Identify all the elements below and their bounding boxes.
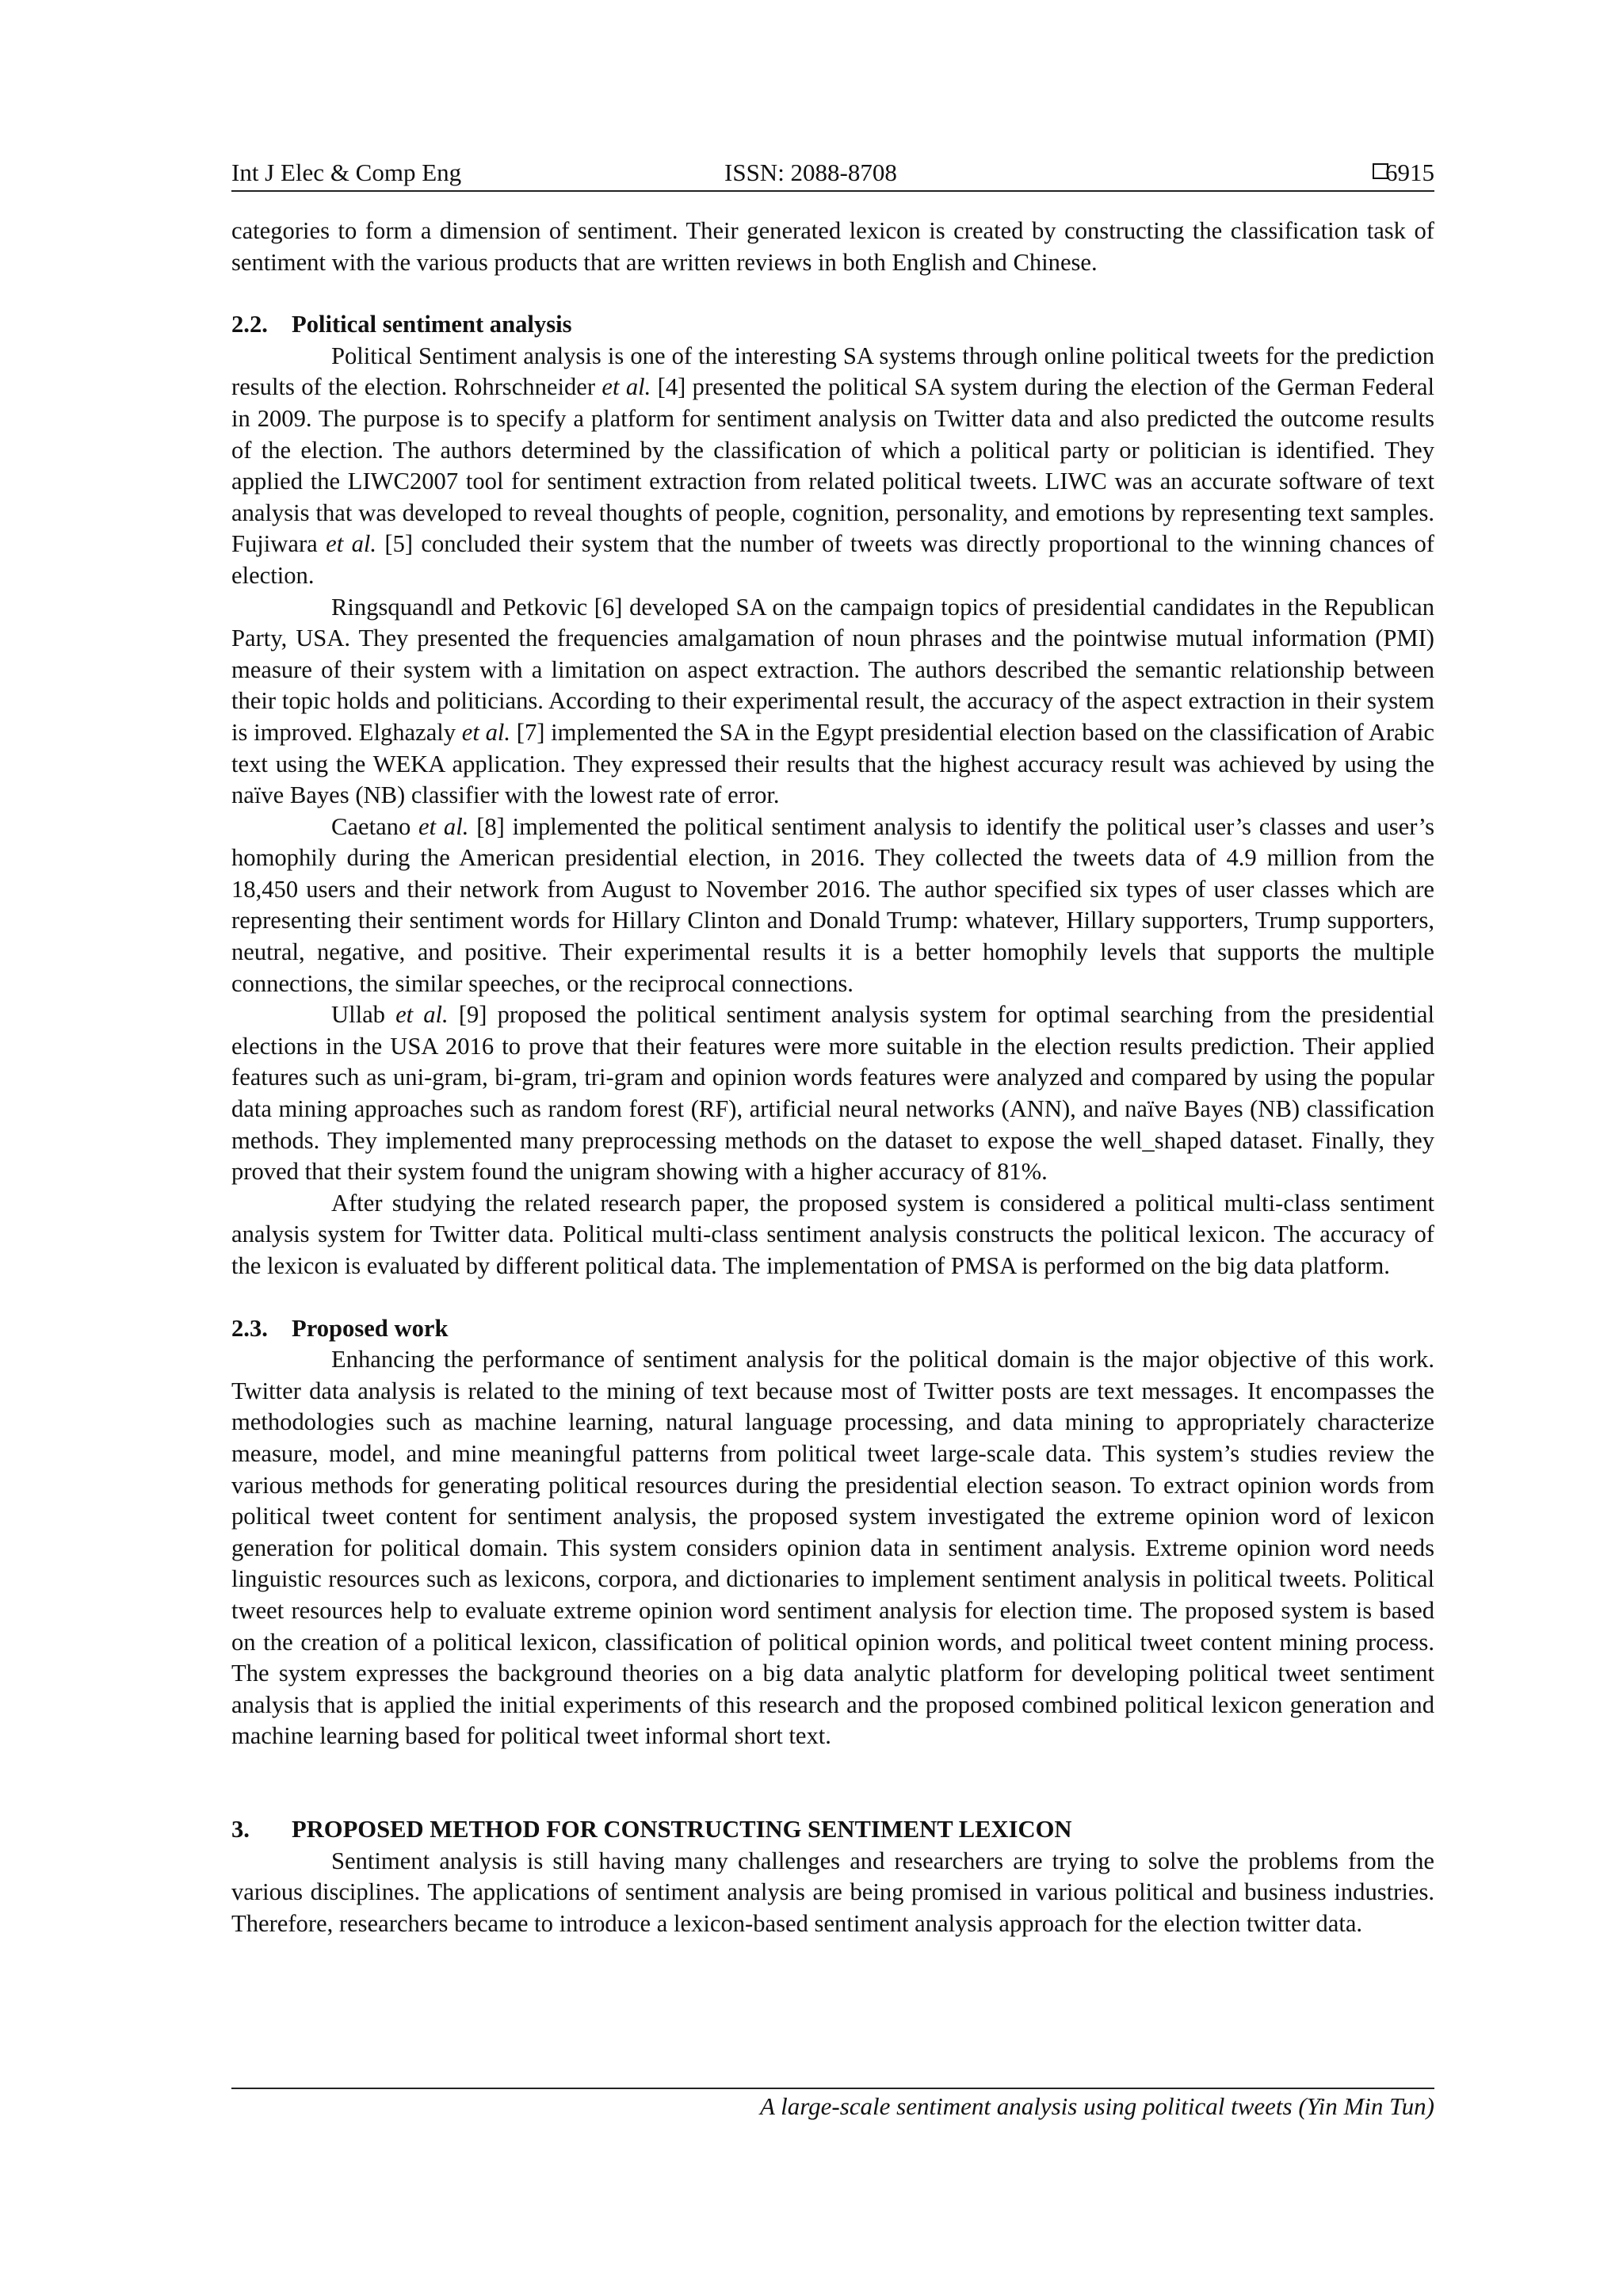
section-2-3-heading xyxy=(231,1313,1434,1345)
section-2-2-paragraph-1: Political Sentiment analysis is one of the interesting SA systems through online political tweets for the prediction results of the election. Rohrschneider et al. [4] presented the political SA system during the election of the German Federal in 2009. The purpose is to specify a platform for sentiment analysis on Twitter data and also predicted the outcome results of the election. The authors determined by the classification of which a political party or politician is identified. They applied the LIWC2007 tool for sentiment extraction from related political tweets. LIWC was an accurate software of text analysis that was developed to reveal thoughts of people, cognition, personality, and emotions by representing text samples. Fujiwara et al. [5] concluded their system that the number of tweets was directly proportional to the winning chances of election. xyxy=(231,342,1434,589)
section-2-2-heading xyxy=(231,309,1434,341)
page-body xyxy=(231,216,1434,1939)
et-al-italic: et al. xyxy=(461,718,511,746)
section-2-2-paragraph-3: Caetano et al. [8] implemented the political sentiment analysis to identify the political user’s classes and user’s homophily during the American presidential election, in 2016. They collected the tweets data of 4.9 million from the 18,450 users and their network from August to November 2016. The author specified six types of user classes which are representing their sentiment words for Hillary Clinton and Donald Trump: whatever, Hillary supporters, Trump supporters, neutral, negative, and positive. Their experimental results it is a better homophily levels that supports the multiple connections, the similar speeches, or the reciprocal connections. xyxy=(231,812,1434,997)
section-title: Proposed work xyxy=(292,1314,449,1342)
page-number: 6915 xyxy=(1385,159,1434,186)
section-2-3-paragraph-1: Enhancing the performance of sentiment analysis for the political domain is the major objective of this work. Twitter data analysis is related to the mining of text because most of Twitter posts are text messages. It encompasses the methodologies such as machine learning, natural language processing, and data mining to appropriately characterize measure, model, and mine meaningful patterns from political tweet large-scale data. This system’s studies review the various methods for generating political resources during the presidential election season. To extract opinion words from political tweet content for sentiment analysis, the proposed system investigated the extreme opinion word of lexicon generation for political domain. This system considers opinion data in sentiment analysis. Extreme opinion word needs linguistic resources such as lexicons, corpora, and dictionaries to implement sentiment analysis in political tweets. Political tweet resources help to evaluate extreme opinion word sentiment analysis for election time. The proposed system is based on the creation of a political lexicon, classification of political opinion words, and political tweet content mining process. The system expresses the background theories on a big data analytic platform for developing political tweet sentiment analysis that is applied the initial experiments of this research and the proposed combined political lexicon generation and machine learning based for political tweet informal short text. xyxy=(231,1346,1434,1750)
running-title: A large-scale sentiment analysis using political tweets (Yin Min Tun) xyxy=(759,2092,1434,2120)
section-number: 2.2. xyxy=(231,311,268,338)
section-number: 3. xyxy=(231,1815,250,1843)
et-al-italic: et al. xyxy=(601,373,651,401)
et-al-italic: et al. xyxy=(326,530,377,558)
issn-label: ISSN: 2088-8708 xyxy=(724,159,897,186)
section-number: 2.3. xyxy=(231,1314,268,1342)
section-3-heading xyxy=(231,1814,1434,1846)
intro-paragraph: categories to form a dimension of sentiment. Their generated lexicon is created by constructing the classification task of sentiment with the various products that are written reviews in both English and Chinese. xyxy=(231,217,1434,276)
journal-name: Int J Elec & Comp Eng xyxy=(231,159,462,186)
section-title: PROPOSED METHOD FOR CONSTRUCTING SENTIMENT LEXICON xyxy=(292,1815,1072,1843)
section-2-2-paragraph-5: After studying the related research paper, the proposed system is considered a political multi-class sentiment analysis system for Twitter data. Political multi-class sentiment analysis constructs the political lexicon. The accuracy of the lexicon is evaluated by different political data. The implementation of PMSA is performed on the big data platform. xyxy=(231,1189,1434,1279)
page-header xyxy=(231,155,1434,192)
et-al-italic: et al. xyxy=(418,812,469,840)
et-al-italic: et al. xyxy=(395,1001,449,1029)
page-footer xyxy=(231,2088,1434,2124)
section-3-paragraph-1: Sentiment analysis is still having many challenges and researchers are trying to solve the problems from the various disciplines. The applications of sentiment analysis are being promised in various political and business industries. Therefore, researchers became to introduce a lexicon-based sentiment analysis approach for the election twitter data. xyxy=(231,1847,1434,1937)
section-2-2-paragraph-2: Ringsquandl and Petkovic [6] developed SA on the campaign topics of presidential candidates in the Republican Party, USA. They presented the frequencies amalgamation of noun phrases and the pointwise mutual information (PMI) measure of their system with a limitation on aspect extraction. The authors described the semantic relationship between their topic holds and politicians. According to their experimental result, the accuracy of the aspect extraction in their system is improved. Elghazaly et al. [7] implemented the SA in the Egypt presidential election based on the classification of Arabic text using the WEKA application. They expressed their results that the highest accuracy result was achieved by using the naïve Bayes (NB) classifier with the lowest rate of error. xyxy=(231,593,1434,809)
section-2-2-paragraph-4: Ullab et al. [9] proposed the political sentiment analysis system for optimal searching from the presidential elections in the USA 2016 to prove that their features were more suitable in the election results prediction. Their applied features such as uni-gram, bi-gram, tri-gram and opinion words features were analyzed and compared by using the popular data mining approaches such as random forest (RF), artificial neural networks (ANN), and naïve Bayes (NB) classification methods. They implemented many preprocessing methods on the dataset to expose the well_shaped dataset. Finally, they proved that their system found the unigram showing with a higher accuracy of 81%. xyxy=(231,1001,1434,1186)
section-title: Political sentiment analysis xyxy=(292,311,572,338)
